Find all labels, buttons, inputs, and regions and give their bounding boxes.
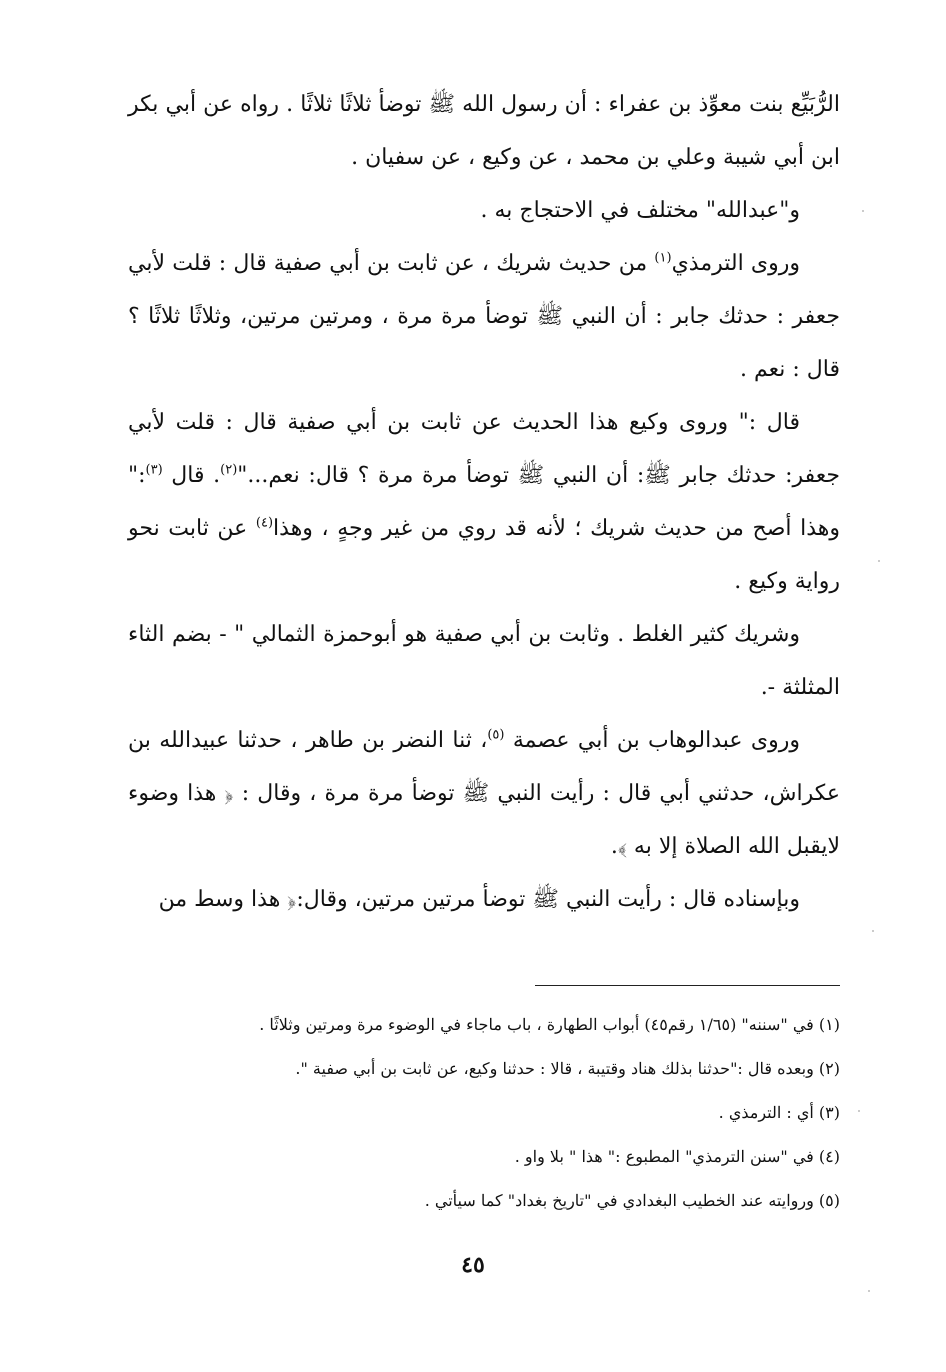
footnote-3: (٣) أي : الترمذي . bbox=[718, 1103, 840, 1122]
paragraph-4-text-a: قال :" وروى وكيع هذا الحديث عن ثابت بن أبي صفية قال : قلت لأبي جعفر: حدثك جابر ﷺ: أن النبي ﷺ توضأ مرة مرة ؟ قال: نعم..." bbox=[128, 410, 840, 488]
paragraph-6-text-b: ، ثنا النضر بن طاهر ، حدثنا عبيدالله بن عكراش، حدثني أبي قال : رأيت النبي ﷺ توضأ مرة مرة ، وقال : ﴿ هذا وضوء لايقبل الله الصلاة إلا به ﴾. bbox=[128, 728, 840, 859]
footnote-4: (٤) في "سنن الترمذي" المطبوع :" هذا " بلا واو . bbox=[514, 1147, 840, 1166]
paragraph-1 bbox=[128, 78, 840, 184]
paragraph-4 bbox=[128, 396, 840, 608]
paragraph-4-text-b: . bbox=[213, 463, 221, 488]
footnote-1: (١) في "سننه" (١/٦٥ رقم٤٥) أبواب الطهارة ، باب ماجاء في الوضوء مرة ومرتين وثلاثًا . bbox=[259, 1015, 840, 1034]
footnotes bbox=[128, 1003, 840, 1223]
paragraph-2 bbox=[128, 184, 840, 237]
paragraph-4-text-e: عن ثابت نحو رواية وكيع . bbox=[128, 516, 840, 594]
footnote-5: (٥) وروايته عند الخطيب البغدادي في "تاريخ بغداد" كما سيأتي . bbox=[424, 1191, 840, 1210]
paragraph-6 bbox=[128, 714, 840, 873]
footnote-ref-5: (٥) bbox=[487, 727, 505, 743]
paragraph-5-text: وشريك كثير الغلط . وثابت بن أبي صفية هو أبوحمزة الثمالي " - بضم الثاء المثلثة -. bbox=[128, 622, 840, 700]
paragraph-3-text-b: من حديث شريك ، عن ثابت بن أبي صفية قال : قلت لأبي جعفر : حدثك جابر : أن النبي ﷺ توضأ مرة مرة ، ومرتين مرتين، وثلاثًا ثلاثًا ؟ قال : نعم . bbox=[128, 251, 840, 382]
paragraph-7-text: وبإسناده قال : رأيت النبي ﷺ توضأ مرتين مرتين، وقال:﴿ هذا وسط من bbox=[158, 887, 800, 912]
paragraph-4-text-d: :" وهذا أصح من حديث شريك ؛ لأنه قد روي من غير وجهٍ ، وهذا bbox=[128, 463, 840, 541]
scan-speck bbox=[868, 1290, 870, 1292]
scan-speck bbox=[858, 1110, 860, 1112]
scan-speck bbox=[872, 930, 874, 932]
paragraph-4-text-c: قال bbox=[162, 463, 205, 488]
footnote-ref-1: (١) bbox=[654, 250, 672, 266]
paragraph-3 bbox=[128, 237, 840, 396]
footnote-ref-4: (٤) bbox=[255, 515, 274, 531]
footnote-separator bbox=[535, 985, 840, 986]
main-text bbox=[128, 78, 840, 926]
page-number: ٤٥ bbox=[461, 1252, 485, 1278]
paragraph-7 bbox=[128, 873, 840, 926]
footnote-ref-3: (٣) bbox=[145, 462, 163, 478]
footnote-2: (٢) وبعده قال :"حدثنا بذلك هناد وقتيبة ، قالا : حدثنا وكيع، عن ثابت بن أبي صفية ". bbox=[295, 1059, 840, 1078]
scan-speck bbox=[878, 560, 880, 562]
paragraph-2-text: و"عبدالله" مختلف في الاحتجاج به . bbox=[480, 198, 800, 223]
paragraph-3-text-a: وروى الترمذي bbox=[671, 251, 800, 276]
paragraph-1-text: الرُّبَيِّع بنت معوِّذ بن عفراء : أن رسول الله ﷺ توضأ ثلاثًا ثلاثًا . رواه عن أبي بكر ابن أبي شيبة وعلي بن محمد ، عن وكيع ، عن سفيان . bbox=[128, 92, 840, 170]
paragraph-6-text-a: وروى عبدالوهاب بن أبي عصمة bbox=[504, 728, 801, 753]
footnote-ref-2: (٢) bbox=[220, 462, 238, 478]
paragraph-5 bbox=[128, 608, 840, 714]
scan-speck bbox=[862, 210, 864, 212]
